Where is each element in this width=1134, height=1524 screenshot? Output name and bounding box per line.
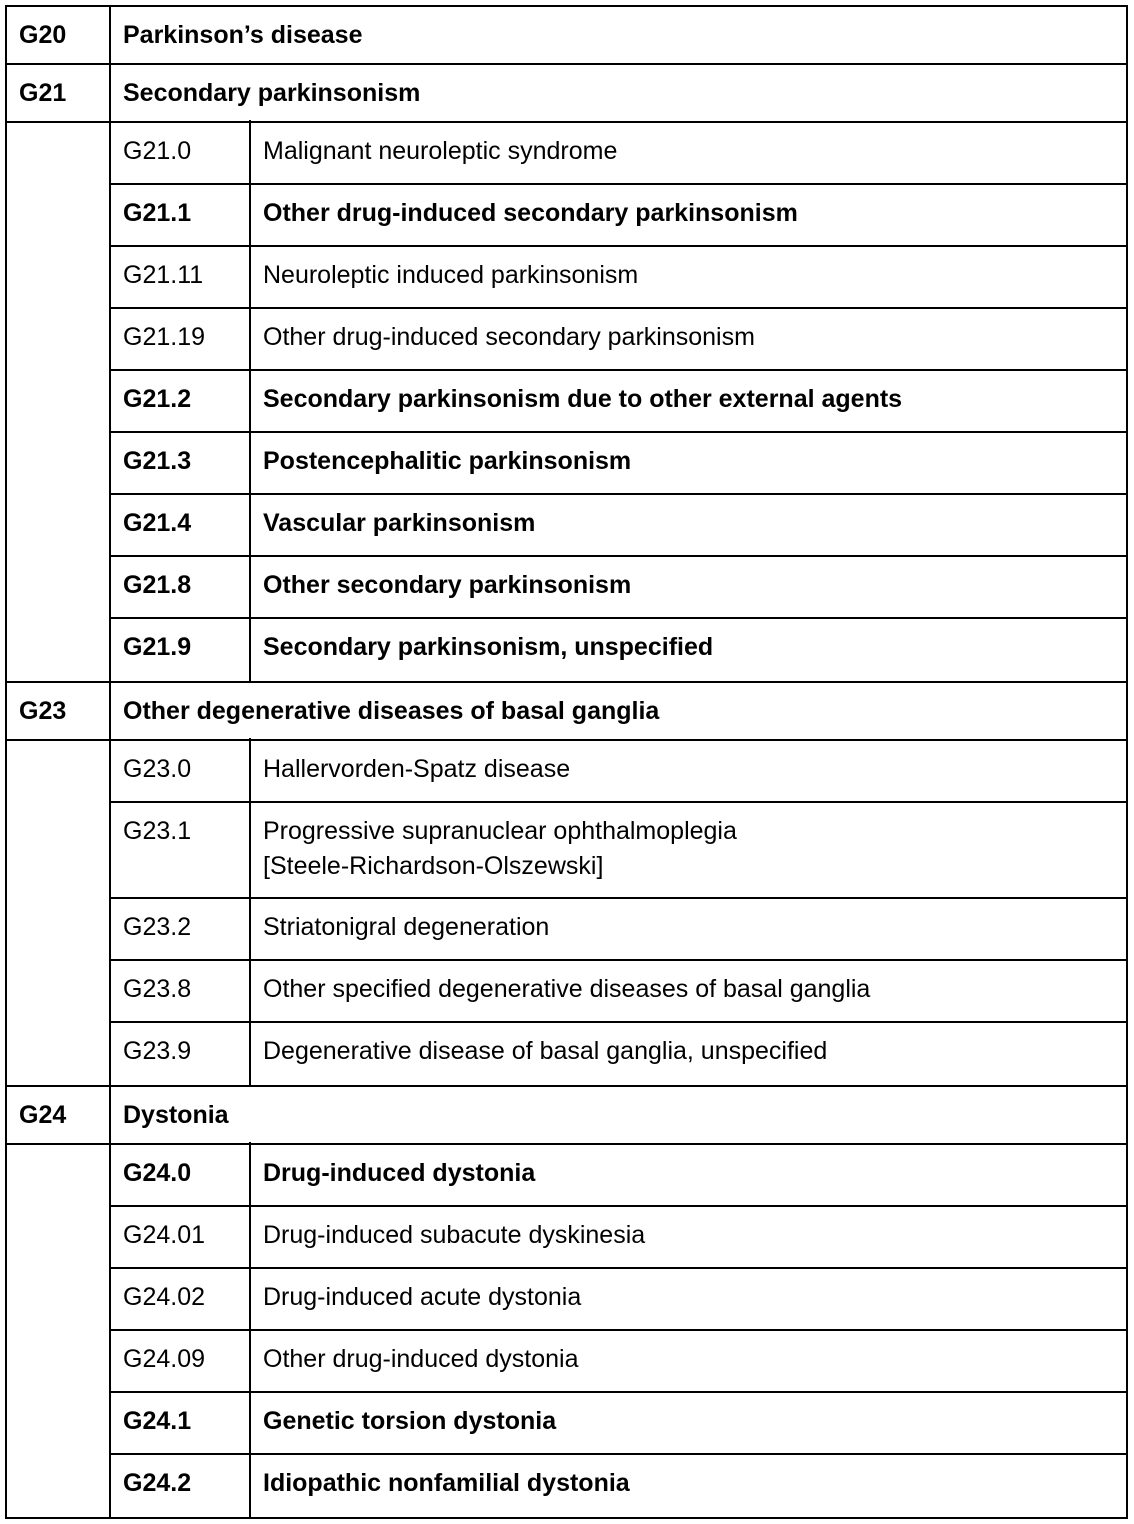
subcode-code: G21.11 xyxy=(111,244,251,307)
subcode-row xyxy=(111,371,1126,433)
subcode-row xyxy=(111,741,1126,803)
subcode-row xyxy=(111,1455,1126,1517)
subcode-row xyxy=(111,433,1126,495)
subcode-title: Drug-induced subacute dyskinesia xyxy=(263,1221,646,1249)
subcode-title: Striatonigral degeneration xyxy=(263,913,550,941)
subcode-title: Idiopathic nonfamilial dystonia xyxy=(263,1469,630,1497)
section-code: G24 xyxy=(7,1087,111,1143)
subcode-code: G24.01 xyxy=(111,1204,251,1267)
section-code: G20 xyxy=(7,7,111,63)
subcode-row xyxy=(111,899,1126,961)
subcode-code: G21.3 xyxy=(111,430,251,493)
subcode-row xyxy=(111,1331,1126,1393)
section-row-g21 xyxy=(7,65,1126,123)
subcode-code: G21.4 xyxy=(111,492,251,555)
subcode-row xyxy=(111,495,1126,557)
subcode-code: G21.0 xyxy=(111,120,251,183)
subcode-code: G21.9 xyxy=(111,616,251,681)
subcode-code: G24.2 xyxy=(111,1452,251,1517)
section-code: G21 xyxy=(7,65,111,121)
icd-code-table xyxy=(5,5,1128,1519)
subcode-title: Genetic torsion dystonia xyxy=(263,1407,557,1435)
subcode-title: Other drug-induced dystonia xyxy=(263,1345,579,1373)
section-title: Parkinson’s disease xyxy=(123,21,363,49)
subcode-row xyxy=(111,557,1126,619)
subcode-code: G21.2 xyxy=(111,368,251,431)
subcode-row xyxy=(111,247,1126,309)
subcode-title: Other specified degenerative diseases of basal ganglia xyxy=(263,975,871,1003)
subcode-code: G23.1 xyxy=(111,800,251,897)
section-title: Dystonia xyxy=(123,1101,229,1129)
subcode-row xyxy=(111,309,1126,371)
subcode-title: Drug-induced acute dystonia xyxy=(263,1283,582,1311)
subcode-title: Secondary parkinsonism, unspecified xyxy=(263,633,714,661)
subcode-list xyxy=(111,741,1126,1085)
subcode-row xyxy=(111,1145,1126,1207)
subcode-code: G21.1 xyxy=(111,182,251,245)
subcode-title: Other drug-induced secondary parkinsonism xyxy=(263,323,755,351)
subcode-code: G24.09 xyxy=(111,1328,251,1391)
subcode-row xyxy=(111,1269,1126,1331)
subcode-code: G21.19 xyxy=(111,306,251,369)
subcode-title: Progressive supranuclear ophthalmoplegia [Steele-Richardson-Olszewski] xyxy=(263,817,737,880)
subcode-title: Vascular parkinsonism xyxy=(263,509,536,537)
subcode-code: G23.9 xyxy=(111,1020,251,1085)
subcode-code: G23.8 xyxy=(111,958,251,1021)
subcode-row xyxy=(111,185,1126,247)
subcode-row xyxy=(111,619,1126,681)
subcode-row xyxy=(111,1207,1126,1269)
indent-column xyxy=(7,1145,111,1517)
subcode-row xyxy=(111,803,1126,899)
subcode-list xyxy=(111,1145,1126,1517)
subcode-group-g21 xyxy=(7,123,1126,683)
subcode-row xyxy=(111,961,1126,1023)
subcode-title: Other drug-induced secondary parkinsonism xyxy=(263,199,798,227)
indent-column xyxy=(7,741,111,1085)
subcode-title: Neuroleptic induced parkinsonism xyxy=(263,261,639,289)
subcode-code: G24.02 xyxy=(111,1266,251,1329)
subcode-row xyxy=(111,123,1126,185)
subcode-group-g23 xyxy=(7,741,1126,1087)
subcode-row xyxy=(111,1393,1126,1455)
subcode-code: G23.2 xyxy=(111,896,251,959)
section-title: Other degenerative diseases of basal ganglia xyxy=(123,697,660,725)
section-row-g24 xyxy=(7,1087,1126,1145)
subcode-title: Malignant neuroleptic syndrome xyxy=(263,137,618,165)
subcode-title: Postencephalitic parkinsonism xyxy=(263,447,632,475)
subcode-code: G23.0 xyxy=(111,738,251,801)
subcode-code: G24.0 xyxy=(111,1142,251,1205)
subcode-code: G24.1 xyxy=(111,1390,251,1453)
section-code: G23 xyxy=(7,683,111,739)
section-row-g20 xyxy=(7,7,1126,65)
section-row-g23 xyxy=(7,683,1126,741)
section-title: Secondary parkinsonism xyxy=(123,79,421,107)
subcode-title: Hallervorden-Spatz disease xyxy=(263,755,571,783)
subcode-title: Degenerative disease of basal ganglia, unspecified xyxy=(263,1037,828,1065)
subcode-title: Other secondary parkinsonism xyxy=(263,571,632,599)
subcode-row xyxy=(111,1023,1126,1085)
subcode-group-g24 xyxy=(7,1145,1126,1519)
subcode-title: Drug-induced dystonia xyxy=(263,1159,536,1187)
subcode-list xyxy=(111,123,1126,681)
subcode-title: Secondary parkinsonism due to other external agents xyxy=(263,385,903,413)
subcode-code: G21.8 xyxy=(111,554,251,617)
indent-column xyxy=(7,123,111,681)
